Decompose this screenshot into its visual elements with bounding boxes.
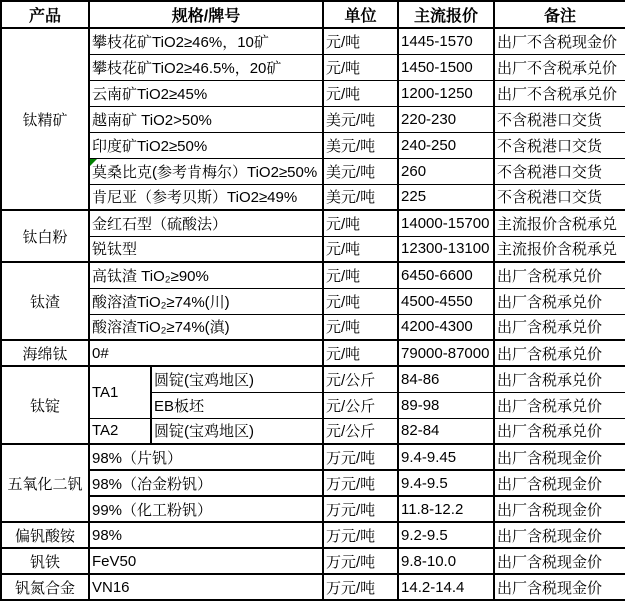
note-cell: 主流报价含税承兑 <box>494 236 625 262</box>
product-cell: 钛白粉 <box>1 210 89 262</box>
header-unit: 单位 <box>323 1 398 28</box>
unit-cell: 元/吨 <box>323 288 398 314</box>
price-cell: 6450-6600 <box>398 262 494 288</box>
table-row <box>1 340 625 366</box>
unit-cell: 万元/吨 <box>323 444 398 470</box>
table-row <box>1 210 625 236</box>
product-cell: 偏钒酸铵 <box>1 522 89 548</box>
unit-cell: 元/公斤 <box>323 418 398 444</box>
note-cell: 出厂含税承兑价 <box>494 262 625 288</box>
note-cell: 出厂含税现金价 <box>494 522 625 548</box>
table-row <box>1 444 625 470</box>
price-cell: 240-250 <box>398 132 494 158</box>
header-row <box>1 1 625 28</box>
product-cell: 钛渣 <box>1 262 89 340</box>
price-cell: 11.8-12.2 <box>398 496 494 522</box>
unit-cell: 元/吨 <box>323 236 398 262</box>
unit-cell: 元/吨 <box>323 28 398 54</box>
note-cell: 出厂不含税承兑价 <box>494 80 625 106</box>
unit-cell: 元/吨 <box>323 340 398 366</box>
note-cell: 出厂含税承兑价 <box>494 340 625 366</box>
unit-cell: 元/吨 <box>323 210 398 236</box>
unit-cell: 元/公斤 <box>323 366 398 392</box>
spec-cell: 98%（冶金粉钒） <box>89 470 323 496</box>
spec-cell <box>89 158 323 184</box>
price-cell: 14.2-14.4 <box>398 574 494 600</box>
price-cell: 12300-13100 <box>398 236 494 262</box>
header-note: 备注 <box>494 1 625 28</box>
table-row <box>1 288 625 314</box>
table-row <box>1 106 625 132</box>
table-row <box>1 158 625 184</box>
note-cell: 出厂不含税承兑价 <box>494 54 625 80</box>
spec-cell: 98%（片钒） <box>89 444 323 470</box>
unit-cell: 万元/吨 <box>323 470 398 496</box>
spec-cell: 98% <box>89 522 323 548</box>
price-cell: 79000-87000 <box>398 340 494 366</box>
note-cell: 不含税港口交货 <box>494 184 625 210</box>
spec-cell: 攀枝花矿TiO2≥46.5%，20矿 <box>89 54 323 80</box>
price-cell: 260 <box>398 158 494 184</box>
price-cell: 9.2-9.5 <box>398 522 494 548</box>
table-row <box>1 366 625 392</box>
spec-cell: 酸溶渣TiO₂≥74%(滇) <box>89 314 323 340</box>
spec-cell: 越南矿 TiO2>50% <box>89 106 323 132</box>
spec-cell: 酸溶渣TiO₂≥74%(川) <box>89 288 323 314</box>
table-row <box>1 470 625 496</box>
grade-cell: TA1 <box>89 366 151 418</box>
note-cell: 出厂含税现金价 <box>494 574 625 600</box>
header-product: 产品 <box>1 1 89 28</box>
price-cell: 82-84 <box>398 418 494 444</box>
table-row <box>1 418 625 444</box>
spec-cell: 金红石型（硫酸法） <box>89 210 323 236</box>
unit-cell: 万元/吨 <box>323 574 398 600</box>
note-cell: 不含税港口交货 <box>494 158 625 184</box>
unit-cell: 美元/吨 <box>323 184 398 210</box>
table-row <box>1 54 625 80</box>
table-row <box>1 132 625 158</box>
price-cell: 4500-4550 <box>398 288 494 314</box>
price-cell: 1450-1500 <box>398 54 494 80</box>
unit-cell: 美元/吨 <box>323 158 398 184</box>
form-cell: 圆锭(宝鸡地区) <box>151 418 323 444</box>
note-cell: 出厂含税承兑价 <box>494 314 625 340</box>
spec-cell: 肯尼亚（参考贝斯）TiO2≥49% <box>89 184 323 210</box>
note-cell: 出厂含税承兑价 <box>494 418 625 444</box>
spec-cell: 攀枝花矿TiO2≥46%，10矿 <box>89 28 323 54</box>
note-cell: 出厂含税承兑价 <box>494 366 625 392</box>
price-cell: 225 <box>398 184 494 210</box>
spec-cell: VN16 <box>89 574 323 600</box>
spec-cell: FeV50 <box>89 548 323 574</box>
spec-cell: 高钛渣 TiO₂≥90% <box>89 262 323 288</box>
table-row <box>1 574 625 600</box>
table-row <box>1 236 625 262</box>
table-row <box>1 496 625 522</box>
product-cell: 钛精矿 <box>1 28 89 210</box>
product-cell: 钒氮合金 <box>1 574 89 600</box>
comment-marker <box>90 159 97 166</box>
unit-cell: 美元/吨 <box>323 106 398 132</box>
price-cell: 9.8-10.0 <box>398 548 494 574</box>
unit-cell: 万元/吨 <box>323 496 398 522</box>
header-spec: 规格/牌号 <box>89 1 323 28</box>
spec-cell: 云南矿TiO2≥45% <box>89 80 323 106</box>
form-cell: 圆锭(宝鸡地区) <box>151 366 323 392</box>
note-cell: 主流报价含税承兑 <box>494 210 625 236</box>
product-cell: 五氧化二钒 <box>1 444 89 522</box>
unit-cell: 元/吨 <box>323 262 398 288</box>
form-cell: EB板坯 <box>151 392 323 418</box>
note-cell: 出厂含税现金价 <box>494 548 625 574</box>
unit-cell: 元/公斤 <box>323 392 398 418</box>
header-price: 主流报价 <box>398 1 494 28</box>
spec-cell: 99%（化工粉钒） <box>89 496 323 522</box>
note-cell: 不含税港口交货 <box>494 106 625 132</box>
table-row <box>1 184 625 210</box>
product-cell: 钛锭 <box>1 366 89 444</box>
product-cell: 海绵钛 <box>1 340 89 366</box>
table-row <box>1 314 625 340</box>
grade-cell: TA2 <box>89 418 151 444</box>
table-row <box>1 28 625 54</box>
unit-cell: 美元/吨 <box>323 132 398 158</box>
table-row <box>1 522 625 548</box>
price-cell: 84-86 <box>398 366 494 392</box>
price-cell: 9.4-9.45 <box>398 444 494 470</box>
spec-text: 莫桑比克(参考肯梅尔）TiO2≥50% <box>92 163 318 181</box>
spec-cell: 印度矿TiO2≥50% <box>89 132 323 158</box>
note-cell: 出厂含税承兑价 <box>494 392 625 418</box>
note-cell: 出厂含税承兑价 <box>494 288 625 314</box>
note-cell: 不含税港口交货 <box>494 132 625 158</box>
price-cell: 14000-15700 <box>398 210 494 236</box>
unit-cell: 元/吨 <box>323 80 398 106</box>
unit-cell: 万元/吨 <box>323 548 398 574</box>
unit-cell: 元/吨 <box>323 314 398 340</box>
price-cell: 1200-1250 <box>398 80 494 106</box>
note-cell: 出厂不含税现金价 <box>494 28 625 54</box>
price-cell: 1445-1570 <box>398 28 494 54</box>
unit-cell: 元/吨 <box>323 54 398 80</box>
price-cell: 9.4-9.5 <box>398 470 494 496</box>
price-cell: 4200-4300 <box>398 314 494 340</box>
price-cell: 220-230 <box>398 106 494 132</box>
price-cell: 89-98 <box>398 392 494 418</box>
table-row <box>1 262 625 288</box>
spec-cell: 锐钛型 <box>89 236 323 262</box>
spec-cell: 0# <box>89 340 323 366</box>
table-row <box>1 548 625 574</box>
table-row <box>1 80 625 106</box>
product-cell: 钒铁 <box>1 548 89 574</box>
note-cell: 出厂含税现金价 <box>494 496 625 522</box>
note-cell: 出厂含税现金价 <box>494 444 625 470</box>
note-cell: 出厂含税现金价 <box>494 470 625 496</box>
unit-cell: 万元/吨 <box>323 522 398 548</box>
